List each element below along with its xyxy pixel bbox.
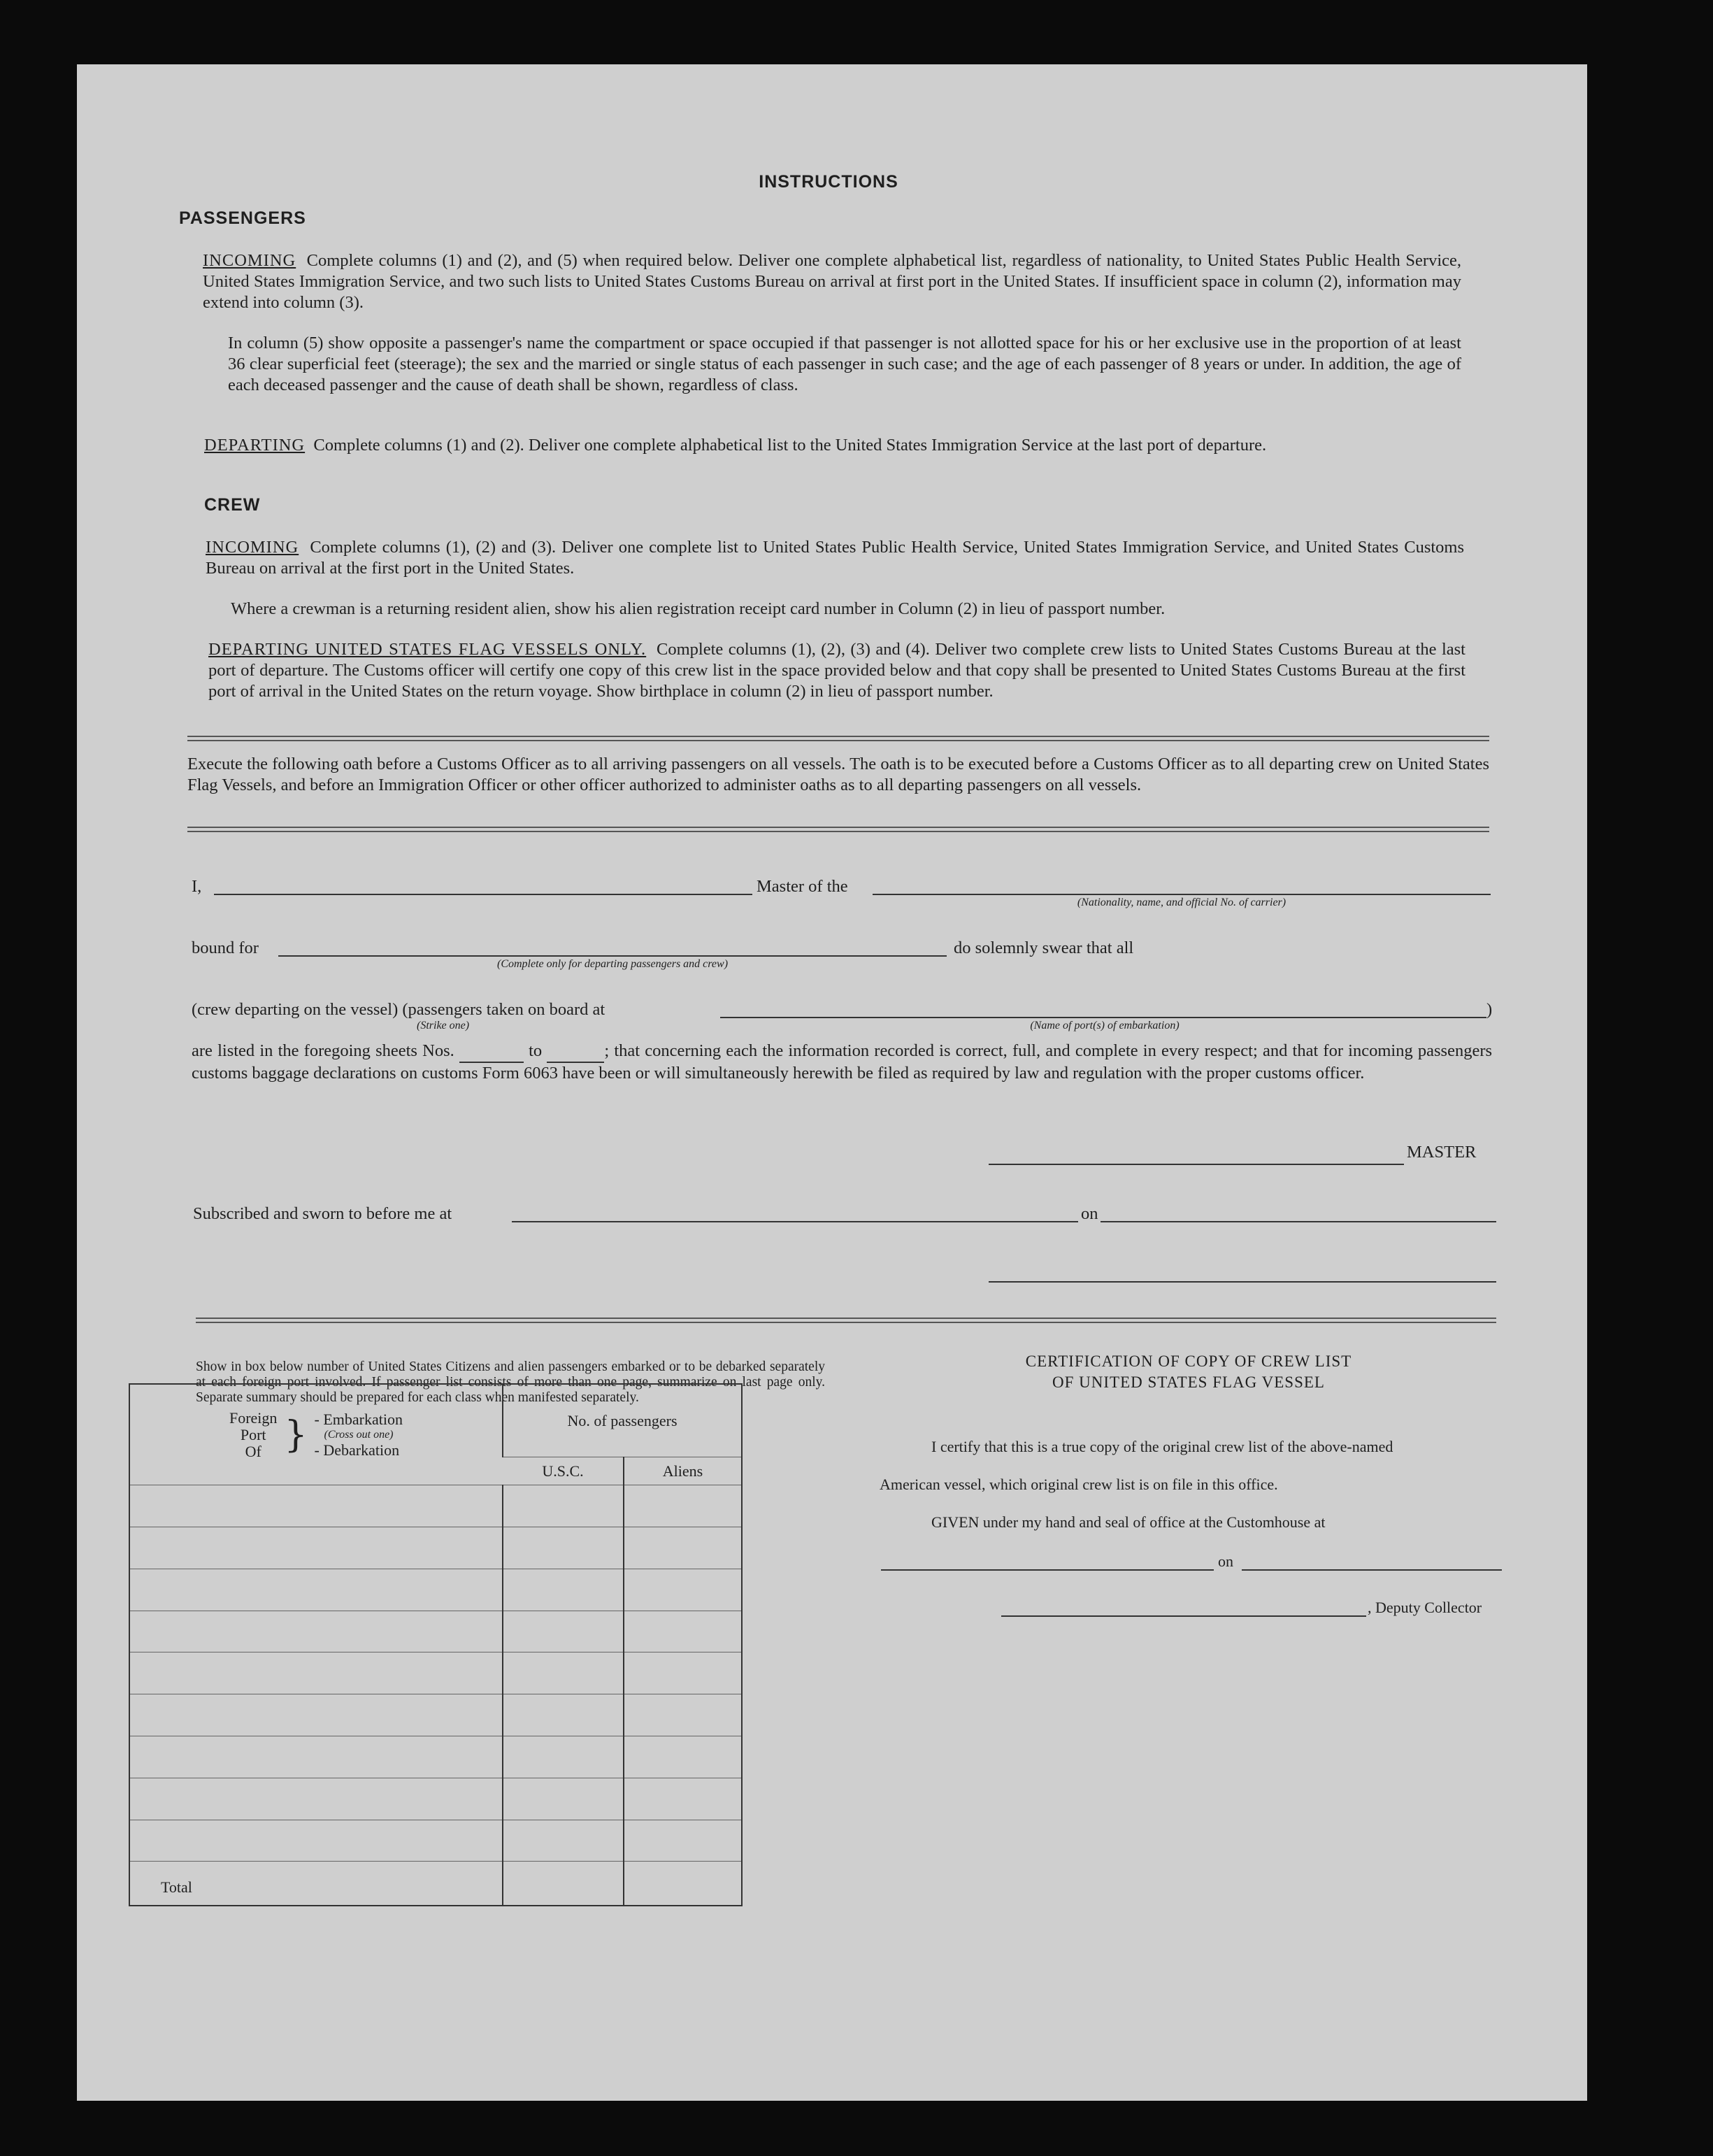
bound-caption: (Complete only for departing passengers and crew) xyxy=(496,958,729,970)
passengers-departing-lead: DEPARTING xyxy=(204,436,306,455)
table-row-port[interactable] xyxy=(129,1652,503,1694)
crew-departing-paragraph xyxy=(208,639,1465,702)
listed-text-a: are listed in the foregoing sheets Nos. xyxy=(192,1041,454,1060)
table-row-usc[interactable] xyxy=(503,1652,624,1694)
oath-instruction: Execute the following oath before a Customs Officer as to all arriving passengers on all vessels. The oath is to be executed before a Customs Officer as to all departing crew on United States Flag Vessels, and before an Immigration Officer or other officer authorized to administer oaths as to all departing passengers on all vessels. xyxy=(187,755,1489,794)
embarkation-port-line[interactable] xyxy=(720,1017,1486,1018)
ports-caption: (Name of port(s) of embarkation) xyxy=(1030,1020,1180,1031)
subscribed-date-line[interactable] xyxy=(1101,1221,1496,1222)
of-label: Of xyxy=(245,1442,261,1460)
table-row-usc[interactable] xyxy=(503,1611,624,1652)
nationality-caption: (Nationality, name, and official No. of carrier) xyxy=(1077,897,1286,908)
table-row-aliens[interactable] xyxy=(624,1778,742,1820)
officer-signature-line[interactable] xyxy=(989,1281,1496,1283)
no-of-passengers-header: No. of passengers xyxy=(503,1384,742,1457)
subscribed-on-label: on xyxy=(1081,1204,1098,1223)
instructions-title: INSTRUCTIONS xyxy=(759,172,898,192)
bound-for-label: bound for xyxy=(192,938,259,957)
total-row-label xyxy=(129,1862,503,1906)
certification-on-label: on xyxy=(1218,1552,1233,1570)
crew-incoming-text: Complete columns (1), (2) and (3). Deliver one complete list to United States Public Health Service, United States Immigration Service, and United States Customs Bureau on arrival at the first port in the United States. xyxy=(206,538,1465,578)
certification-title-2: OF UNITED STATES FLAG VESSEL xyxy=(1052,1373,1325,1391)
subscribed-label: Subscribed and sworn to before me at xyxy=(193,1204,452,1223)
total-usc-cell[interactable] xyxy=(503,1862,624,1906)
passengers-heading: PASSENGERS xyxy=(179,208,306,228)
table-row-usc[interactable] xyxy=(503,1820,624,1862)
table-row-port[interactable] xyxy=(129,1485,503,1527)
divider-3 xyxy=(196,1318,1496,1323)
total-aliens-cell[interactable] xyxy=(624,1862,742,1906)
table-row-port[interactable] xyxy=(129,1778,503,1820)
customhouse-line[interactable] xyxy=(881,1569,1214,1571)
total-label: Total xyxy=(161,1878,192,1896)
given-text: GIVEN under my hand and seal of office at the Customhouse at xyxy=(931,1513,1326,1531)
table-row-aliens[interactable] xyxy=(624,1485,742,1527)
usc-header: U.S.C. xyxy=(503,1457,624,1485)
crew-passengers-label: (crew departing on the vessel) (passengers taken on board at xyxy=(192,1000,605,1019)
strike-one-caption: (Strike one) xyxy=(417,1020,470,1031)
table-row-aliens[interactable] xyxy=(624,1694,742,1736)
table-row-aliens[interactable] xyxy=(624,1736,742,1778)
passenger-summary-table xyxy=(129,1383,743,1906)
sheet-from-blank[interactable] xyxy=(459,1041,524,1063)
crew-departing-lead: DEPARTING UNITED STATES FLAG VESSELS ONLY. xyxy=(208,640,647,659)
table-row-port[interactable] xyxy=(129,1820,503,1862)
table-row-port[interactable] xyxy=(129,1527,503,1569)
swear-label: do solemnly swear that all xyxy=(954,938,1134,957)
table-row-port[interactable] xyxy=(129,1611,503,1652)
oath-i-label: I, xyxy=(192,877,202,896)
crew-alien-paragraph: Where a crewman is a returning resident alien, show his alien registration receipt card number in Column (2) in lieu of passport number. xyxy=(231,599,1166,618)
crew-incoming-paragraph xyxy=(206,537,1464,579)
cross-out-label: (Cross out one) xyxy=(324,1428,394,1441)
passengers-column5-paragraph: In column (5) show opposite a passenger's name the compartment or space occupied if that passenger is not allotted space for his or her exclusive use in the proportion of at least 36 clear superficial feet (steerage); the sex and the married or single status of each passenger in such case; and the age of each passenger of 8 years or under. In addition, the age of each deceased passenger and the cause of death shall be shown, regardless of class. xyxy=(228,334,1461,394)
master-of-the-label: Master of the xyxy=(757,877,848,896)
bound-for-line[interactable] xyxy=(278,955,947,957)
master-name-line[interactable] xyxy=(214,894,752,895)
passengers-incoming-lead: INCOMING xyxy=(203,251,296,270)
passengers-incoming-text: Complete columns (1) and (2), and (5) when required below. Deliver one complete alphabetical list, regardless of nationality, to United States Public Health Service, United States Immigration Service, and two such lists to United States Customs Bureau on arrival at first port in the United States. If insufficient space in column (2), information may extend into column (3). xyxy=(203,251,1462,312)
table-row-usc[interactable] xyxy=(503,1485,624,1527)
foreign-label: Foreign xyxy=(229,1408,278,1427)
certification-date-line[interactable] xyxy=(1242,1569,1502,1571)
port-label: Port xyxy=(240,1425,266,1443)
crew-heading: CREW xyxy=(204,495,261,515)
master-signature-line[interactable] xyxy=(989,1164,1404,1165)
certify-text: I certify that this is a true copy of the original crew list of the above-named xyxy=(931,1438,1393,1455)
summary-instruction: Show in box below number of United States Citizens and alien passengers embarked or to be debarked separately at each foreign port involved. If passenger list consists of more than one page, summarize on last page only. Separate summary should be prepared for each class when manifested separately. xyxy=(196,1359,825,1405)
foreign-port-header xyxy=(129,1384,503,1485)
table-row-usc[interactable] xyxy=(503,1778,624,1820)
listed-to: to xyxy=(529,1041,543,1060)
listed-text-b: ; that concerning each the information recorded is correct, full, and complete in every respect; and that for incoming passengers customs baggage declarations on customs Form 6063 have been or will simultaneously herewith be filed as required by law and regulation with the proper customs officer. xyxy=(192,1041,1493,1083)
table-row-usc[interactable] xyxy=(503,1569,624,1611)
close-paren: ) xyxy=(1486,1000,1493,1019)
subscribed-place-line[interactable] xyxy=(512,1221,1078,1222)
carrier-line[interactable] xyxy=(873,894,1491,895)
brace-glyph: } xyxy=(284,1413,308,1456)
table-row-aliens[interactable] xyxy=(624,1652,742,1694)
table-row-aliens[interactable] xyxy=(624,1527,742,1569)
table-row-usc[interactable] xyxy=(503,1694,624,1736)
master-label: MASTER xyxy=(1407,1143,1477,1162)
table-row-aliens[interactable] xyxy=(624,1820,742,1862)
table-row-port[interactable] xyxy=(129,1736,503,1778)
divider-2 xyxy=(187,827,1489,832)
divider-1 xyxy=(187,736,1489,741)
deputy-signature-line[interactable] xyxy=(1001,1615,1366,1617)
passengers-departing-text: Complete columns (1) and (2). Deliver one complete alphabetical list to the United States Immigration Service at the last port of departure. xyxy=(313,436,1267,455)
certification-title xyxy=(909,1351,1468,1393)
listed-paragraph xyxy=(192,1041,1492,1084)
table-row-port[interactable] xyxy=(129,1569,503,1611)
embarkation-label: - Embarkation xyxy=(314,1410,403,1428)
passengers-incoming-paragraph xyxy=(203,250,1461,313)
sheet-to-blank[interactable] xyxy=(547,1041,604,1063)
passengers-departing-paragraph xyxy=(204,435,1461,456)
debarkation-label: - Debarkation xyxy=(314,1441,400,1459)
certification-title-1: CERTIFICATION OF COPY OF CREW LIST xyxy=(1025,1352,1352,1370)
table-row-usc[interactable] xyxy=(503,1527,624,1569)
american-vessel-text: American vessel, which original crew list is on file in this office. xyxy=(880,1476,1278,1493)
aliens-header: Aliens xyxy=(624,1457,742,1485)
deputy-collector-label: , Deputy Collector xyxy=(1368,1599,1482,1616)
crew-departing-text: Complete columns (1), (2), (3) and (4). Deliver two complete crew lists to United States Customs Bureau at the last port of departure. The Customs officer will certify one copy of this crew list in the space provided below and that copy shall be presented to United States Customs Bureau at the first port of arrival in the United States on the return voyage. Show birthplace in column (2) in lieu of passport number. xyxy=(208,640,1465,701)
table-row-aliens[interactable] xyxy=(624,1611,742,1652)
crew-incoming-lead: INCOMING xyxy=(206,538,299,557)
table-row-usc[interactable] xyxy=(503,1736,624,1778)
table-row-port[interactable] xyxy=(129,1694,503,1736)
table-row-aliens[interactable] xyxy=(624,1569,742,1611)
